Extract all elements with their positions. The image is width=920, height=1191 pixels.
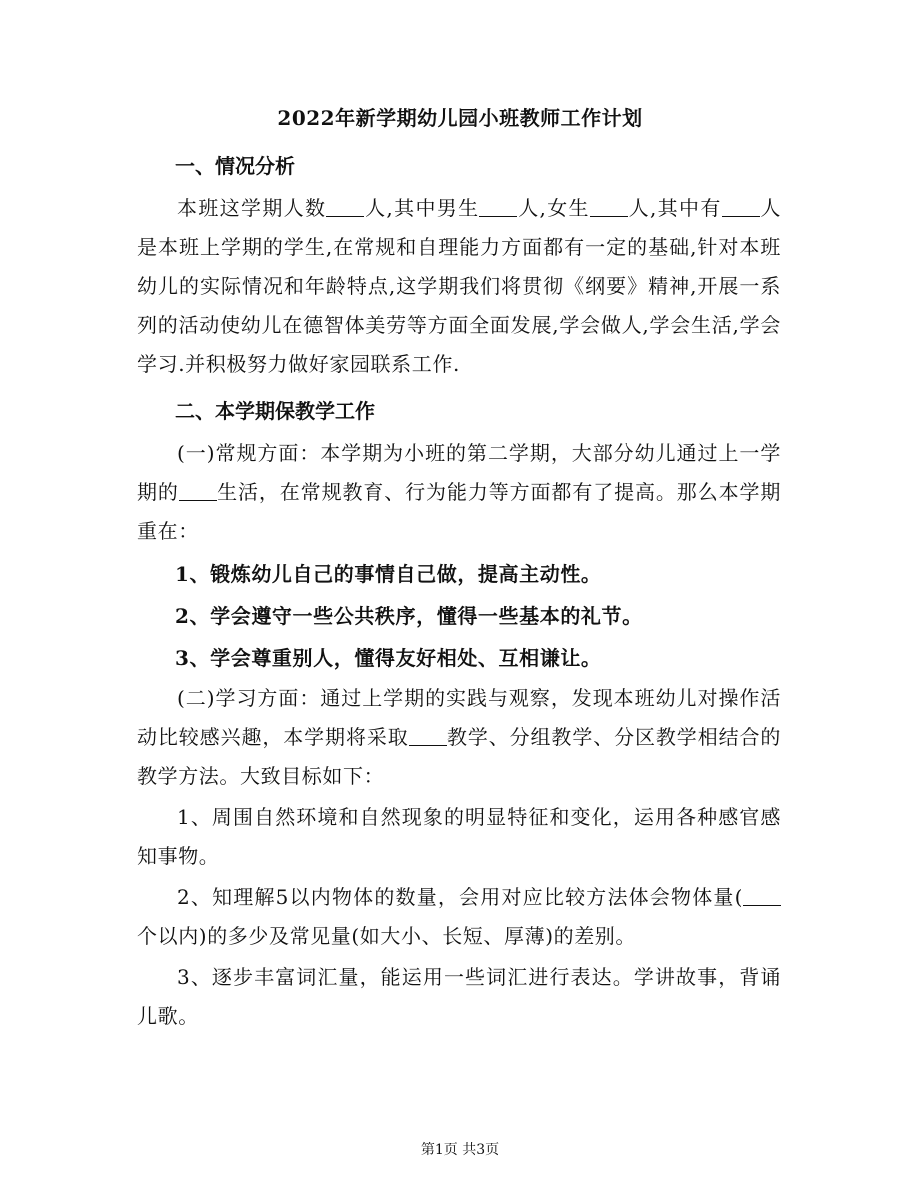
- fill-blank: [326, 196, 364, 217]
- bold-item-3: 3、学会尊重别人，懂得友好相处、互相谦让。: [175, 646, 602, 670]
- text-span: (一)常规方面：本学期为小班的第二学期，大部分幼儿通过上一学期的: [137, 441, 781, 504]
- document-title: 2022年新学期幼儿园小班教师工作计划: [277, 106, 643, 130]
- text-span: 人,其中男生: [364, 196, 480, 220]
- text-span: 本班这学期人数: [177, 196, 327, 220]
- fill-blank: [590, 196, 628, 217]
- text-span: 2、知理解5以内物体的数量，会用对应比较方法体会物体量(: [177, 885, 743, 909]
- paragraph-goal-1: 1、周围自然环境和自然现象的明显特征和变化，运用各种感官感知事物。: [137, 805, 781, 868]
- text-span: 个以内)的多少及常见量(如大小、长短、厚薄)的差别。: [137, 924, 637, 948]
- paragraph-learning: [137, 679, 781, 796]
- paragraph-situation-analysis: [137, 189, 781, 384]
- paragraph-routine: [137, 434, 781, 551]
- text-span: (二)学习方面：通过上学期的实践与观察，发现本班幼儿对操作活动比较感兴趣，本学期将采取: [137, 686, 781, 749]
- fill-blank: [743, 885, 781, 906]
- text-span: 人,女生: [517, 196, 590, 220]
- fill-blank: [179, 480, 217, 501]
- section-heading-situation: 一、情况分析: [175, 154, 295, 178]
- bold-item-2: 2、学会遵守一些公共秩序，懂得一些基本的礼节。: [175, 604, 643, 628]
- fill-blank: [479, 196, 517, 217]
- text-span: 教学、分组教学、分区教学相结合的教学方法。大致目标如下：: [137, 725, 781, 788]
- text-span: 人是本班上学期的学生,在常规和自理能力方面都有一定的基础,针对本班幼儿的实际情况和年龄特点,这学期我们将贯彻《纲要》精神,开展一系列的活动使幼儿在德智体美劳等方面全面发展,学会做人,学会生活,学会学习.并积极努力做好家园联系工作.: [137, 196, 781, 376]
- fill-blank: [409, 725, 447, 746]
- page-footer: 第1页 共3页: [420, 1142, 500, 1158]
- document-body: [137, 145, 781, 1038]
- paragraph-goal-3: 3、逐步丰富词汇量，能运用一些词汇进行表达。学讲故事，背诵儿歌。: [137, 965, 781, 1028]
- section-heading-teaching-work: 二、本学期保教学工作: [175, 399, 375, 423]
- paragraph-goal-2: [137, 878, 781, 956]
- text-span: 生活，在常规教育、行为能力等方面都有了提高。那么本学期重在：: [137, 480, 781, 543]
- fill-blank: [722, 196, 760, 217]
- bold-item-1: 1、锻炼幼儿自己的事情自己做，提高主动性。: [175, 562, 602, 586]
- text-span: 人,其中有: [627, 196, 722, 220]
